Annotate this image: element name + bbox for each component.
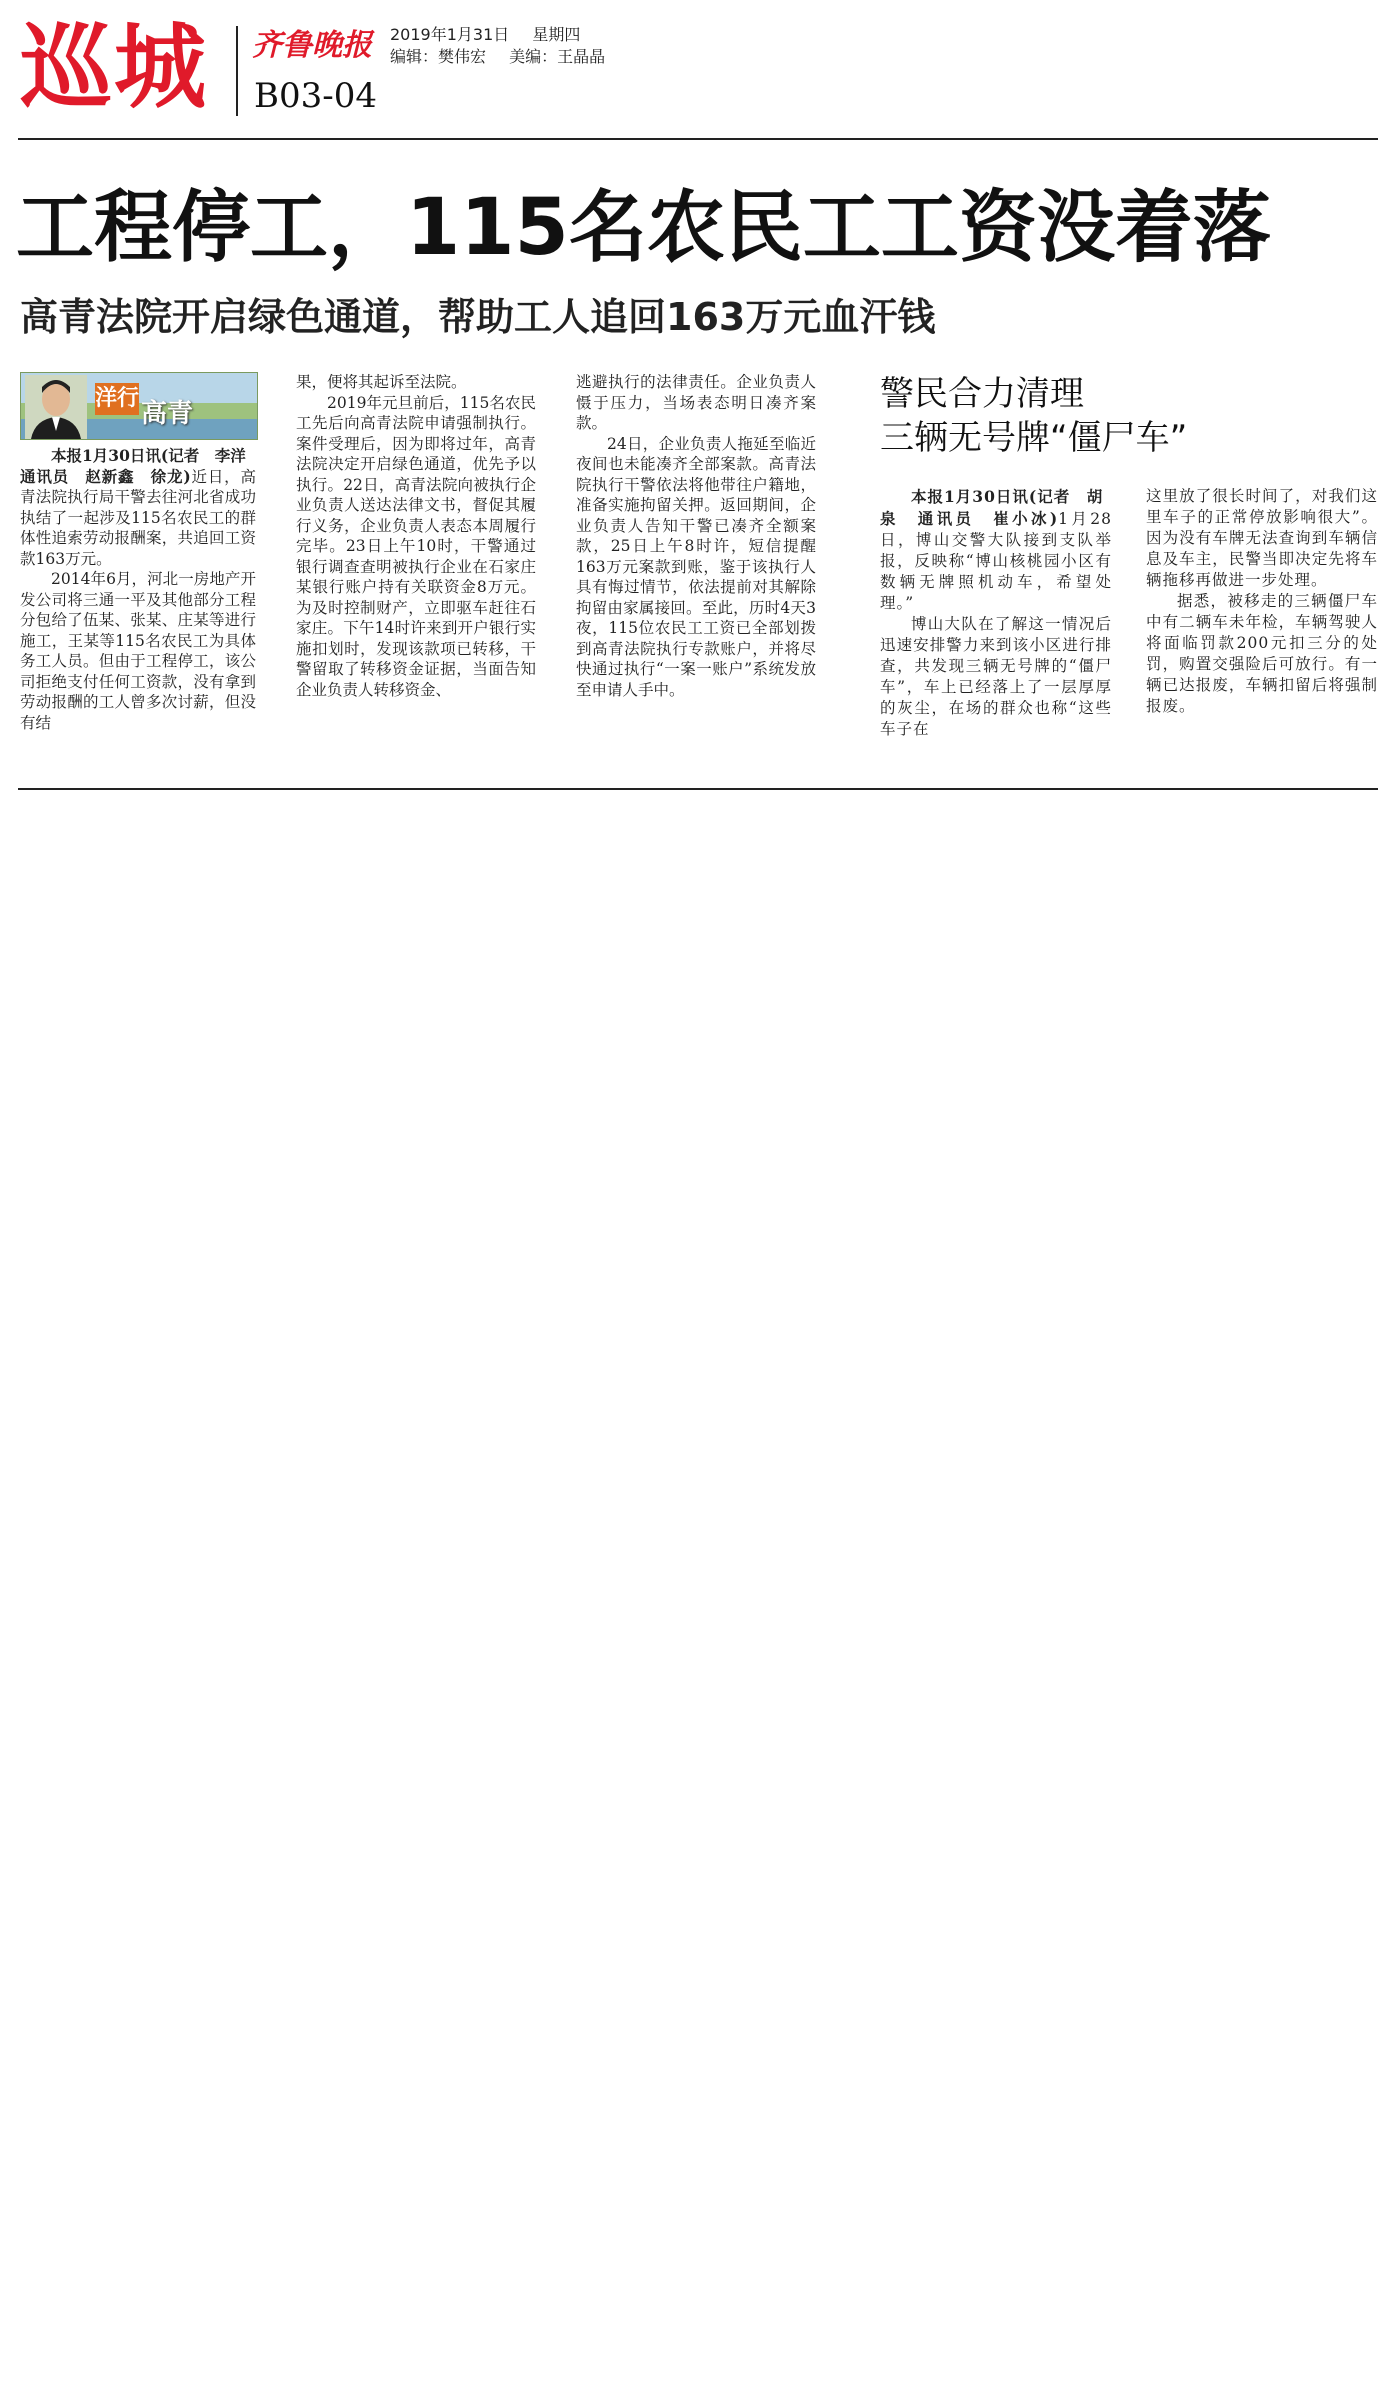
- main-byline-continued: 通讯员 赵新鑫 徐龙): [20, 466, 191, 486]
- side-story-title-line-1: 警民合力清理: [880, 374, 1084, 414]
- side-story-title-line-2: 三辆无号牌“僵尸车”: [880, 418, 1188, 458]
- side-col1-lead: 1月28日，博山交警大队接到支队举报，反映称“博山核桃园小区有数辆无牌照机动车，希望处理。”: [880, 510, 1112, 612]
- issue-weekday: 星期四: [532, 25, 581, 44]
- date-line: [390, 22, 598, 45]
- main-story-column-3: [576, 372, 816, 700]
- main-col3-paragraph-1: 逃避执行的法律责任。企业负责人慑于压力，当场表态明日凑齐案款。: [576, 373, 816, 432]
- reporter-portrait-icon: [25, 375, 87, 439]
- main-story-column-1: [20, 446, 256, 733]
- main-byline: 本报1月30日讯(记者 李洋: [51, 446, 246, 465]
- main-story-column-2: [296, 372, 536, 700]
- main-col1-paragraph-2: 2014年6月，河北一房地产开发公司将三通一平及其他部分工程分包给了伍某、张某、庄某等进行施工，王某等115名农民工为具体务工人员。但由于工程停工，该公司拒绝支付任何工资款，没有拿到劳动报酬的工人曾多次讨薪，但没有结: [20, 570, 256, 732]
- masthead-rule: [18, 138, 1378, 140]
- side-col2-paragraph-1: 这里放了很长时间了，对我们这里车子的正常停放影响很大”。因为没有车牌无法查询到车辆信息及车主，民警当即决定先将车辆拖移再做进一步处理。: [1146, 487, 1378, 589]
- side-byline: 本报1月30日讯(记者 胡: [911, 487, 1104, 506]
- column-title: 高青: [141, 399, 194, 429]
- main-col3-paragraph-2: 24日，企业负责人拖延至临近夜间也未能凑齐全部案款。高青法院执行干警依法将他带往户籍地，准备实施拘留关押。返回期间，企业负责人告知干警已凑齐全额案款，25日上午8时许，短信提醒163万元案款到账，鉴于该执行人具有悔过情节，依法提前对其解除拘留由家属接回。至此，历时4天3夜，115位农民工工资已全部划拨到高青法院执行专款账户，并将尽快通过执行“一案一账户”系统发放至申请人手中。: [576, 434, 816, 699]
- column-logo: [20, 372, 258, 440]
- issue-date: 2019年1月31日: [390, 25, 510, 44]
- column-badge: 洋行: [95, 383, 139, 415]
- main-col2-paragraph-2: 2019年元旦前后，115名农民工先后向高青法院申请强制执行。案件受理后，因为即将过年，高青法院决定开启绿色通道，优先予以执行。22日，高青法院向被执行企业负责人送达法律文书，督促其履行义务，企业负责人表态本周履行完毕。23日上午10时，干警通过银行调查查明被执行企业在石家庄某银行账户持有关联资金8万元。为及时控制财产，立即驱车赶往石家庄。下午14时许来到开户银行实施扣划时，发现该款项已转移，干警留取了转移资金证据，当面告知企业负责人转移资金、: [296, 393, 536, 699]
- main-byline-paragraph: [20, 446, 256, 569]
- section-bottom-rule: [18, 788, 1378, 790]
- side-story-title: [880, 372, 1187, 460]
- editor-line: [390, 44, 623, 67]
- editor-credit: 编辑：樊伟宏: [390, 47, 487, 66]
- side-byline-paragraph: [880, 486, 1112, 614]
- main-col1-lead: 近日，高青法院执行局干警去往河北省成功执结了一起涉及115名农民工的群体性追索劳动报酬案，共追回工资款163万元。: [20, 467, 256, 568]
- page-number: B03-04: [254, 76, 378, 116]
- side-story-column-1: [880, 486, 1112, 740]
- side-byline-continued: 泉 通讯员 崔小冰): [880, 509, 1059, 528]
- main-headline: 工程停工，115名农民工工资没着落: [16, 183, 1271, 273]
- designer-credit: 美编：王晶晶: [509, 47, 606, 66]
- side-story-column-2: [1146, 486, 1378, 717]
- masthead-divider: [236, 26, 238, 116]
- main-subheadline: 高青法院开启绿色通道，帮助工人追回163万元血汗钱: [20, 295, 936, 339]
- main-col2-paragraph-1: 果，便将其起诉至法院。: [296, 373, 467, 391]
- side-col1-paragraph-2: 博山大队在了解这一情况后迅速安排警力来到该小区进行排查，共发现三辆无号牌的“僵尸车”，车上已经落上了一层厚厚的灰尘，在场的群众也称“这些车子在: [880, 615, 1112, 738]
- section-title: 巡城: [20, 14, 209, 121]
- side-col2-paragraph-2: 据悉，被移走的三辆僵尸车中有二辆车未年检，车辆驾驶人将面临罚款200元扣三分的处罚，购置交强险后可放行。有一辆已达报废，车辆扣留后将强制报废。: [1146, 592, 1378, 715]
- newspaper-name: 齐鲁晚报: [252, 28, 372, 63]
